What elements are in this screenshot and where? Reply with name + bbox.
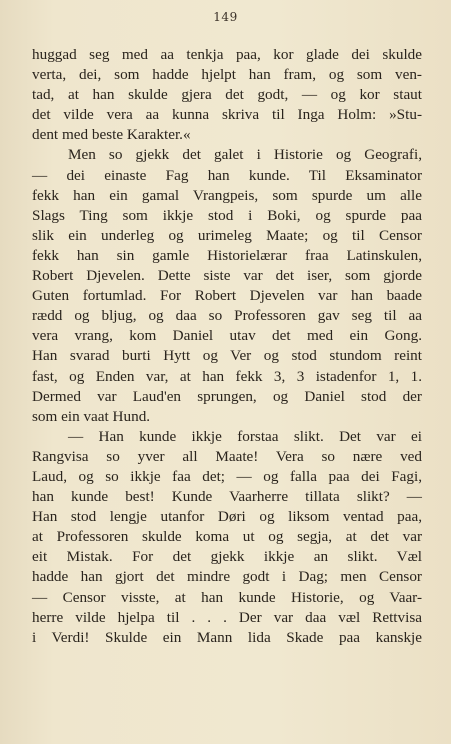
text-line: Guten fortumlad. For Robert Djevelen var han baade [32,287,422,305]
text-line: vera vrang, kom Daniel utav det med ein Gong. [32,327,422,345]
text-line: i Verdi! Skulde ein Mann lida Skade paa kanskje [32,628,422,646]
text-line: eit Mistak. For det gjekk ikkje an slikt. Væl [32,548,422,566]
text-line: — dei einaste Fag han kunde. Til Eksaminator [32,166,422,184]
text-line: fast, og Enden var, at han fekk 3, 3 istadenfor 1, 1. [32,367,422,385]
text-line: huggad seg med aa tenkja paa, kor glade dei skulde [32,46,422,63]
text-line: herre vilde hjelpa til . . . Der var daa væl Rettvisa [32,608,422,626]
text-line: verta, dei, som hadde hjelpt han fram, og som ven- [32,66,422,84]
text-line: Laud, og so ikkje faa det; — og falla paa dei Fagi, [32,467,422,485]
text-line: at Professoren skulde koma ut og segja, at det var [32,528,422,546]
text-line: Slags Ting som ikkje stod i Boki, og spurde paa [32,206,422,224]
body-text [32,45,422,648]
text-line: Men so gjekk det galet i Historie og Geografi, [68,146,422,164]
text-line: — Censor visste, at han kunde Historie, og Vaar- [32,588,422,606]
text-line: Robert Djevelen. Dette siste var det iser, som gjorde [32,267,422,285]
text-line: han kunde best! Kunde Vaarherre tillata slikt? — [32,488,422,506]
text-line: Rangvisa so yver all Maate! Vera so nære ved [32,447,422,465]
text-line: hadde han gjort det mindre godt i Dag; men Censor [32,568,422,586]
page-number: 149 [213,10,238,24]
text-line: Han stod lengje utanfor Døri og liksom ventad paa, [32,508,422,526]
text-line: fekk han ein gamal Vrangpeis, som spurde um alle [32,186,422,204]
text-line: rædd og bljug, og daa so Professoren gav seg til aa [32,307,422,325]
text-line: fekk han sin gamle Historielærar fraa Latinskulen, [32,246,422,264]
text-line: Han svarad burti Hytt og Ver og stod stundom reint [32,347,422,365]
text-line: tad, at han skulde gjera det godt, — og kor staut [32,86,422,104]
text-line: Dermed var Laud'en sprungen, og Daniel stod der [32,387,422,405]
text-line: det vilde vera aa kunna skriva til Inga Holm: »Stu- [32,106,422,124]
text-line: som ein vaat Hund. [32,407,151,425]
text-line: dent med beste Karakter.« [32,126,191,144]
text-line: — Han kunde ikkje forstaa slikt. Det var ei [68,427,422,445]
text-line: slik ein underleg og urimeleg Maate; og til Censor [32,226,422,244]
